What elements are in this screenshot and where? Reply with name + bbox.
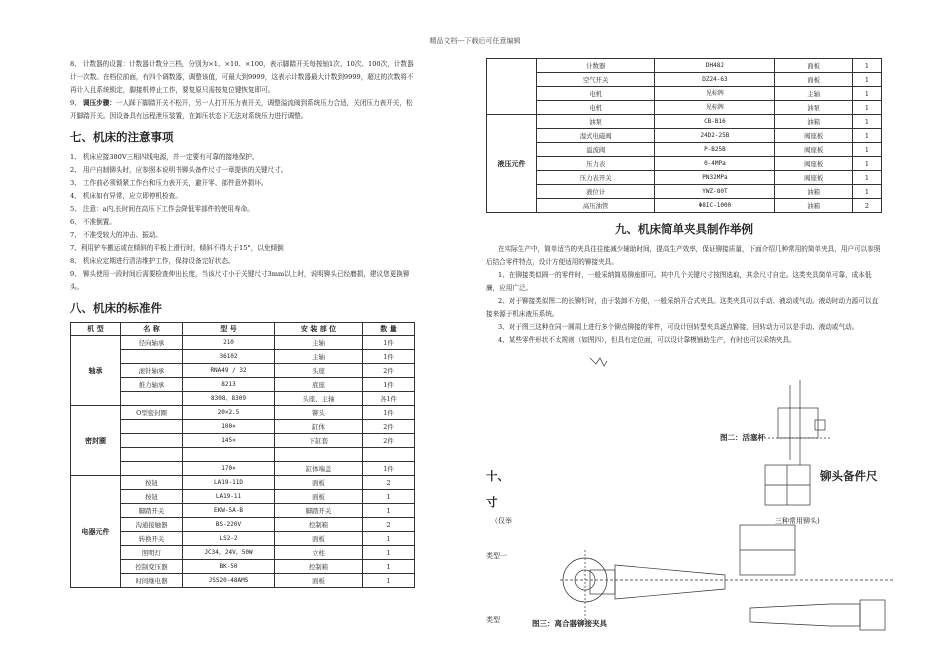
- section9-paragraph: 在实际生产中，简单适当的夹具往往能减少辅助时间，提高生产效率，保证铆接质量，下面介绍几种常用的简单夹具，用户可以参照后结合零件特点，设计方便适用的铆接夹具。: [486, 245, 881, 266]
- table-header-cell: 名 称: [121, 323, 183, 336]
- table-cell: 2: [363, 518, 415, 532]
- table-row: [71, 546, 415, 560]
- table-cell: 阀座板: [775, 129, 852, 143]
- table-cell: 时间继电器: [121, 574, 183, 588]
- table-cell: 推力轴承: [121, 378, 183, 392]
- table-cell: 1件: [363, 336, 415, 350]
- table-row: [487, 101, 882, 115]
- table-row: [71, 518, 415, 532]
- table-row: [71, 476, 415, 490]
- table-cell: 1: [852, 73, 881, 87]
- table-header-cell: 机 型: [71, 323, 121, 336]
- section9-title: 九、机床简单夹具制作举例: [615, 222, 753, 236]
- section9-paragraph: 3、对于图三这种在同一圆周上进行多个铆点铆接的零件，可设计回转型夹具逐点铆接，回转动力可以是手动、液动或气动。: [498, 323, 859, 331]
- table-row: [487, 59, 882, 73]
- group-name-cell: 液压元件: [487, 115, 537, 213]
- left-column: [70, 58, 415, 588]
- group-name-cell: 密封圈: [71, 406, 121, 476]
- table-cell: 145×: [183, 434, 275, 448]
- table-cell: 面板: [275, 490, 363, 504]
- table-cell: 空气开关: [537, 73, 655, 87]
- table-cell: 1: [852, 115, 881, 129]
- table-row: [71, 574, 415, 588]
- section7-item: 9、 铆头使用一段时间后需要检查伸出长度，当该尺寸小于关键尺寸3mm以上时，说明铆头已经磨损，建议您更换铆头。: [70, 270, 410, 291]
- table-cell: Φ8IC-1000: [655, 199, 775, 213]
- table-cell: 主轴: [275, 350, 363, 364]
- table-row: [71, 420, 415, 434]
- table-cell: BS-220V: [183, 518, 275, 532]
- table-cell: 液位计: [537, 185, 655, 199]
- table-cell: 1: [363, 532, 415, 546]
- table-cell: 主轴: [275, 336, 363, 350]
- section7-item: 5、 注意：a内,长时间在高压下工作会降低零部件的使用寿命。: [70, 205, 254, 213]
- table-cell: [121, 350, 183, 364]
- table-cell: 1: [852, 185, 881, 199]
- right-column: [486, 58, 882, 347]
- table-cell: 2件: [363, 434, 415, 448]
- table-cell: 电机: [537, 101, 655, 115]
- table-cell: 1: [852, 129, 881, 143]
- table-row: [71, 364, 415, 378]
- table-header-cell: 安 装 部 位: [275, 323, 363, 336]
- section9-paragraph: 4、某些零件形状不太规则（如图四），但具有定位面，可以设计靠模铺助生产，有时也可以采纳夹具。: [498, 336, 796, 344]
- section7-item: 7、利用铲车搬运或在倾斜的平板上滑行时，倾斜不得大于15°，以免倾倒: [70, 244, 284, 252]
- table-cell: EKW-5A-B: [183, 504, 275, 518]
- type1-label: 类型一: [486, 552, 507, 560]
- table-cell: 面板: [275, 532, 363, 546]
- table-cell: 24D2-25B: [655, 129, 775, 143]
- table-row: [71, 448, 415, 462]
- table-cell: 1件: [363, 462, 415, 476]
- table-cell: 1件: [363, 350, 415, 364]
- standard-parts-table: [70, 322, 415, 588]
- table-cell: 缸体端盖: [275, 462, 363, 476]
- table-cell: 滚针轴承: [121, 364, 183, 378]
- table-cell: YWZ-80T: [655, 185, 775, 199]
- group-name-cell: 电器元件: [71, 476, 121, 588]
- table-row: [71, 406, 415, 420]
- table-cell: 8213: [183, 378, 275, 392]
- standard-parts-table-continued: [486, 58, 882, 213]
- table-cell: 油泵: [537, 115, 655, 129]
- sketch-mark-icon: [590, 358, 607, 366]
- table-cell: 1: [852, 101, 881, 115]
- table-cell: 主轴: [775, 87, 852, 101]
- table-cell: 油箱: [775, 115, 852, 129]
- figure3-caption: 图三：离合器铆接夹具: [532, 619, 607, 628]
- table-cell: 1: [852, 157, 881, 171]
- table-cell: 脚踏开关: [121, 504, 183, 518]
- three-heads-label: 三种常用铆头): [775, 517, 820, 525]
- table-cell: LA19-11D: [183, 476, 275, 490]
- table-cell: 按钮: [121, 490, 183, 504]
- table-cell: 转换开关: [121, 532, 183, 546]
- table-row: [71, 504, 415, 518]
- table-cell: [363, 448, 415, 462]
- table-cell: 油箱: [775, 199, 852, 213]
- type2-label: 类型: [486, 616, 500, 624]
- group-name-cell: [487, 59, 537, 115]
- table-row: [487, 143, 882, 157]
- table-cell: 8308、8309: [183, 392, 275, 406]
- section9-paragraph: 2、对于铆接类似图二的长铆钉时，由于装卸不方便，一般采纳开合式夹具。这类夹具可以手动、液动或气动。液动时动力源可以直接来源于机床液压系统。: [486, 297, 879, 318]
- section7-item: 1、 机床应接380V三相四线电源，并一定要有可靠的接地保护。: [70, 153, 259, 161]
- table-cell: 压力表: [537, 157, 655, 171]
- table-cell: PN32MPa: [655, 171, 775, 185]
- table-row: [71, 490, 415, 504]
- table-row: [487, 157, 882, 171]
- only-example-note: （仅举: [491, 517, 512, 525]
- table-cell: DH48J: [655, 59, 775, 73]
- table-cell: 见标牌: [655, 87, 775, 101]
- table-cell: 2件: [363, 364, 415, 378]
- table-cell: 头座、主轴: [275, 392, 363, 406]
- table-cell: [121, 448, 183, 462]
- table-cell: 沟通接触器: [121, 518, 183, 532]
- table-cell: 控制箱: [275, 518, 363, 532]
- table-cell: 面板: [275, 574, 363, 588]
- table-cell: [121, 392, 183, 406]
- table-cell: 径向轴承: [121, 336, 183, 350]
- table-cell: 20×2.5: [183, 406, 275, 420]
- table-cell: 计数器: [537, 59, 655, 73]
- table-cell: 脚踏开关: [275, 504, 363, 518]
- table-row: [71, 462, 415, 476]
- table-cell: 阀座板: [775, 157, 852, 171]
- table-cell: 0-4MPa: [655, 157, 775, 171]
- table-row: [71, 560, 415, 574]
- table-cell: 1: [363, 574, 415, 588]
- item-8: 8、 计数器的设置：计数器计数分三档，分别为×1、×10、×100，表示脚踏开关每按铀1次、10次、100次，计数器计一次数。在档位前面，有四个调数器，调整该值，可最大到9999，这表示计数器最大计数到9999，超过的次数将不再计入且系统锁定，脚接机停止工作，要复原只需按复位键恢复即可。: [70, 60, 414, 94]
- table-cell: 170×: [183, 462, 275, 476]
- table-cell: 铆头: [275, 406, 363, 420]
- fixture-drawings: [560, 350, 900, 650]
- table-cell: 面板: [775, 59, 852, 73]
- table-cell: 2: [363, 476, 415, 490]
- table-cell: 立柱: [275, 546, 363, 560]
- section9-paragraphs: [486, 243, 882, 347]
- table-cell: 1: [852, 59, 881, 73]
- table-cell: LA19-11: [183, 490, 275, 504]
- section7-list: [70, 151, 415, 294]
- table-cell: 100×: [183, 420, 275, 434]
- table-cell: 面板: [275, 476, 363, 490]
- section10-title-b: 铆头备件尺: [820, 469, 878, 483]
- table-header-cell: 型 号: [183, 323, 275, 336]
- table-cell: 电机: [537, 87, 655, 101]
- table-cell: 1: [363, 546, 415, 560]
- table-cell: 1: [363, 490, 415, 504]
- table-cell: 2: [852, 199, 881, 213]
- table-cell: [121, 462, 183, 476]
- table-cell: RNA49 / 32: [183, 364, 275, 378]
- table-cell: O型密封圈: [121, 406, 183, 420]
- table-cell: 1件: [363, 378, 415, 392]
- table-cell: P-B25B: [655, 143, 775, 157]
- table-cell: 照明灯: [121, 546, 183, 560]
- table-cell: [275, 448, 363, 462]
- table-cell: 控制变压器: [121, 560, 183, 574]
- table-cell: 溢流阀: [537, 143, 655, 157]
- table-cell: [121, 434, 183, 448]
- table-row: [487, 185, 882, 199]
- section9-paragraph: 1、在铆接类似圆一的零件时，一般采纳简易铆座即可。其中几个关键尺寸按图选取，其余尺寸自定。这类夹具简单可靠，成本低廉，应用广泛。: [486, 271, 872, 292]
- table-header-cell: 数 量: [363, 323, 415, 336]
- section10-title-a: 十、: [486, 469, 509, 483]
- table-cell: 缸体: [275, 420, 363, 434]
- table-cell: BK-50: [183, 560, 275, 574]
- table-cell: DZ24-63: [655, 73, 775, 87]
- table-row: [487, 87, 882, 101]
- table-row: [71, 392, 415, 406]
- section7-item: 2、 用户自制铆头时，应参照本说明书铆头备件尺寸一章提供的关键尺寸。: [70, 166, 288, 174]
- table-row: [487, 129, 882, 143]
- figure2-caption: 图二：活塞杆: [720, 433, 765, 442]
- section7-item: 4、 机床如有异常，应立即停机检查。: [70, 192, 182, 200]
- table-cell: 1: [363, 504, 415, 518]
- table-row: [487, 171, 882, 185]
- table-cell: [183, 448, 275, 462]
- table-cell: JSS20-48AMS: [183, 574, 275, 588]
- section10-title-c: 寸: [486, 495, 498, 509]
- table-cell: 1: [852, 87, 881, 101]
- table-row: [487, 73, 882, 87]
- table-cell: 油泵: [775, 101, 852, 115]
- section7-title: 七、机床的注意事项: [70, 130, 174, 144]
- table-cell: 阀座板: [775, 171, 852, 185]
- table-cell: 下缸套: [275, 434, 363, 448]
- table-cell: 压力表开关: [537, 171, 655, 185]
- table-cell: 阀座板: [775, 143, 852, 157]
- table-cell: 见标牌: [655, 101, 775, 115]
- page-header: 精品文档---下载后可任意编辑: [429, 37, 521, 45]
- table-cell: 底座: [275, 378, 363, 392]
- table-row: [71, 336, 415, 350]
- section7-item: 8、 机床应定期进行清洁维护工作，保持设备完好状态。: [70, 257, 235, 265]
- table-cell: [121, 420, 183, 434]
- table-cell: LS2-2: [183, 532, 275, 546]
- table-cell: 1件: [363, 406, 415, 420]
- table-cell: 1: [852, 143, 881, 157]
- table-row: [487, 199, 882, 213]
- table-cell: 210: [183, 336, 275, 350]
- table-row: [487, 115, 882, 129]
- table-cell: 按钮: [121, 476, 183, 490]
- group-name-cell: 轴承: [71, 336, 121, 406]
- table-cell: 湿式电磁阀: [537, 129, 655, 143]
- table-cell: CB-B16: [655, 115, 775, 129]
- table-cell: 控制箱: [275, 560, 363, 574]
- section7-item: 7、 不准受较大的冲击、振动。: [70, 231, 163, 239]
- table-cell: 2件: [363, 420, 415, 434]
- table-cell: 面板: [775, 73, 852, 87]
- table-cell: 油箱: [775, 185, 852, 199]
- table-cell: JC34，24V，50W: [183, 546, 275, 560]
- item-9: 9、 调压步骤：一人踩下脚踏开关不松开，另一人打开压力表开关，调整溢流阀到系统压力合适，关闭压力表开关，松开脚踏开关。因设备具有远程泄压装置，在卸压状态下无法对系统压力进行调整。: [70, 99, 413, 120]
- table-cell: 各1件: [363, 392, 415, 406]
- table-cell: 1: [852, 171, 881, 185]
- table-row: [71, 532, 415, 546]
- section7-item: 3、 工作前必须锁紧工作台和压力表开关，避开零、部件意外损坏。: [70, 179, 268, 187]
- section8-title: 八、机床的标准件: [70, 301, 162, 315]
- table-row: [71, 434, 415, 448]
- table-cell: 36102: [183, 350, 275, 364]
- table-row: [71, 378, 415, 392]
- table-cell: 1: [363, 560, 415, 574]
- table-cell: 高压油管: [537, 199, 655, 213]
- section7-item: 6、 不准倒置。: [70, 218, 116, 226]
- table-row: [71, 350, 415, 364]
- table-cell: 头座: [275, 364, 363, 378]
